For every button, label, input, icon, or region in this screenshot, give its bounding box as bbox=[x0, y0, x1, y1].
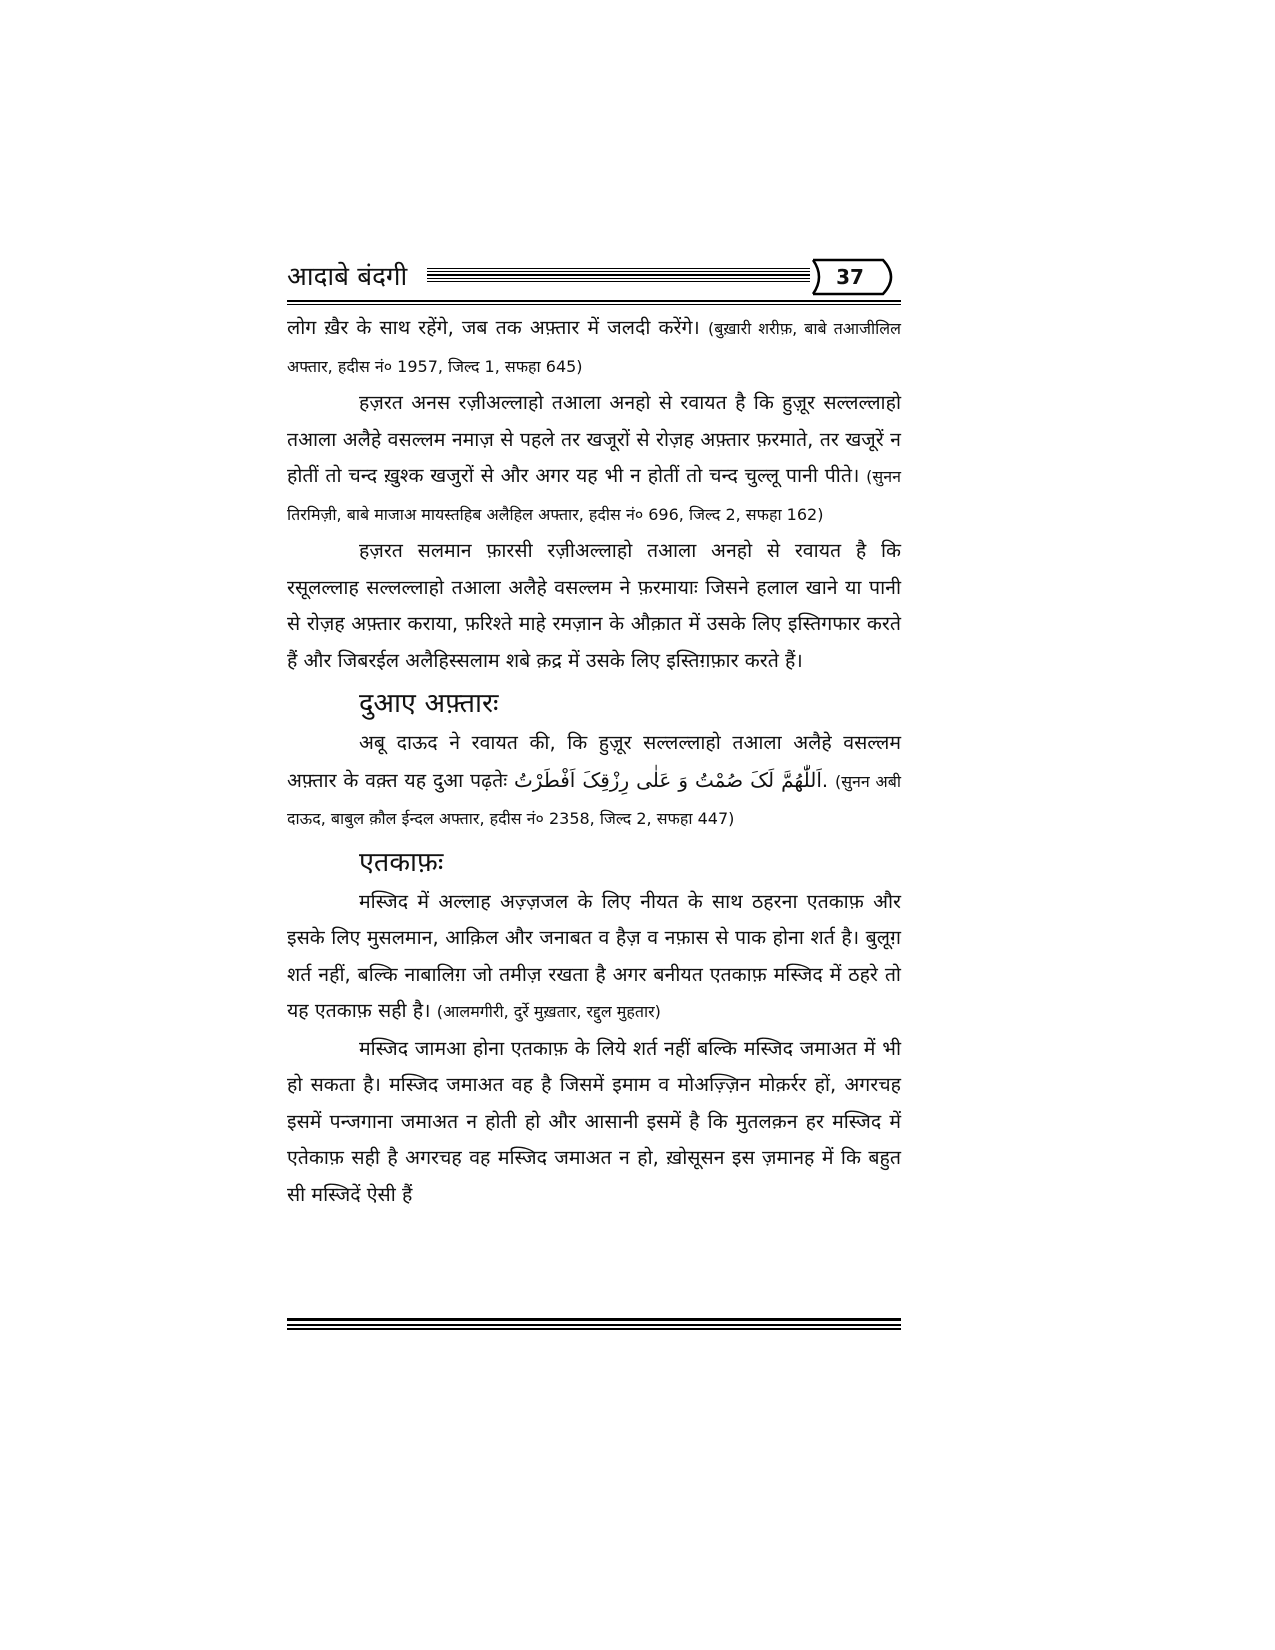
citation: (बुख़ारी शरीफ़, बाबे तआजीलिल अफ्तार, हदीस नं० 1957, जिल्द 1, सफहा 645) bbox=[287, 319, 901, 376]
section-heading: दुआए अफ़्तारः bbox=[359, 688, 499, 719]
running-title: आदाबे बंदगी bbox=[287, 262, 408, 292]
paragraph: अबू दाऊद ने रवायत की, कि हुज़ूर सल्लल्लाहो तआला अलैहे वसल्लम अफ़्तार के वक़्त यह दुआ पढ़तेः اَللّٰھُمَّ لَکَ صُمْتُ وَ عَلٰی رِزْقِکَ اَفْطَرْتُ. (सुनन अबी दाऊद, बाबुल क़ौल ईन्दल अफ्तार, हदीस नं० 2358, जिल्द 2, सफहा 447) bbox=[287, 731, 901, 828]
footer-rule-lines bbox=[287, 1318, 901, 1330]
paragraph: मस्जिद में अल्लाह अज़्ज़जल के लिए नीयत के साथ ठहरना एतकाफ़ और इसके लिए मुसलमान, आक़िल और जनाबत व हैज़ व नफ़ास से पाक होना शर्त है। बुलूग़ शर्त नहीं, बल्कि नाबालिग़ जो तमीज़ रखता है अगर बनीयत एतकाफ़ मस्जिद में ठहरे तो यह एतकाफ़ सही है। (आलमगीरी, दुर्रे मुख़तार, रद्दुल मुहतार) bbox=[287, 889, 901, 1022]
header-rule-lines bbox=[427, 268, 810, 282]
citation: (आलमगीरी, दुर्रे मुख़तार, रद्दुल मुहतार) bbox=[436, 1002, 661, 1021]
paragraph: हज़रत सलमान फ़ारसी रज़ीअल्लाहो तआला अनहो से रवायत है कि रसूलल्लाह सल्लल्लाहो तआला अलैहे वसल्लम ने फ़रमायाः जिसने हलाल खाने या पानी से रोज़ह अफ़्तार कराया, फ़रिश्ते माहे रमज़ान के औक़ात में उसके लिए इस्तिगफार करते हैं और जिबरईल अलैहिस्सलाम शबे क़द्र में उसके लिए इस्तिग़फ़ार करते हैं। bbox=[287, 539, 901, 672]
paragraph: लोग ख़ैर के साथ रहेंगे, जब तक अफ़्तार में जलदी करेंगे। (बुख़ारी शरीफ़, बाबे तआजीलिल अफ्तार, हदीस नं० 1957, जिल्द 1, सफहा 645) bbox=[287, 316, 901, 376]
page-number: 37 bbox=[836, 265, 864, 289]
header-bottom-rule bbox=[287, 300, 901, 306]
citation: (सुनन तिरमिज़ी, बाबे माजाअ मायस्तहिब अलैहिल अफ्तार, हदीस नं० 696, जिल्द 2, सफहा 162) bbox=[287, 467, 901, 524]
paragraph: हज़रत अनस रज़ीअल्लाहो तआला अनहो से रवायत है कि हुज़ूर सल्लल्लाहो तआला अलैहे वसल्लम नमाज़ से पहले तर खजूरों से रोज़ह अफ़्तार फ़रमाते, तर खजूरें न होतीं तो चन्द ख़ुश्क खजुरों से और अगर यह भी न होतीं तो चन्द चुल्लू पानी पीते। (सुनन तिरमिज़ी, बाबे माजाअ मायस्तहिब अलैहिल अफ्तार, हदीस नं० 696, जिल्द 2, सफहा 162) bbox=[287, 391, 901, 524]
paragraph: मस्जिद जामआ होना एतकाफ़ के लिये शर्त नहीं बल्कि मस्जिद जमाअत में भी हो सकता है। मस्जिद जमाअत वह है जिसमें इमाम व मोअज़्ज़िन मोक़र्रर हों, अगरचह इसमें पन्जगाना जमाअत न होती हो और आसानी इसमें है कि मुतलक़न हर मस्जिद में एतेकाफ़ सही है अगरचह वह मस्जिद जमाअत न हो, ख़ोसूसन इस ज़मानह में कि बहुत सी मस्जिदें ऐसी हैं bbox=[287, 1036, 901, 1206]
page-header bbox=[287, 258, 901, 310]
section-heading: एतकाफ़ः bbox=[359, 846, 444, 878]
book-page bbox=[287, 258, 901, 1213]
citation: (सुनन अबी दाऊद, बाबुल क़ौल ईन्दल अफ्तार, हदीस नं० 2358, जिल्द 2, सफहा 447) bbox=[287, 771, 901, 828]
arabic-dua: اَللّٰھُمَّ لَکَ صُمْتُ وَ عَلٰی رِزْقِکَ اَفْطَرْتُ bbox=[513, 767, 822, 792]
page-number-bracket bbox=[811, 258, 900, 296]
